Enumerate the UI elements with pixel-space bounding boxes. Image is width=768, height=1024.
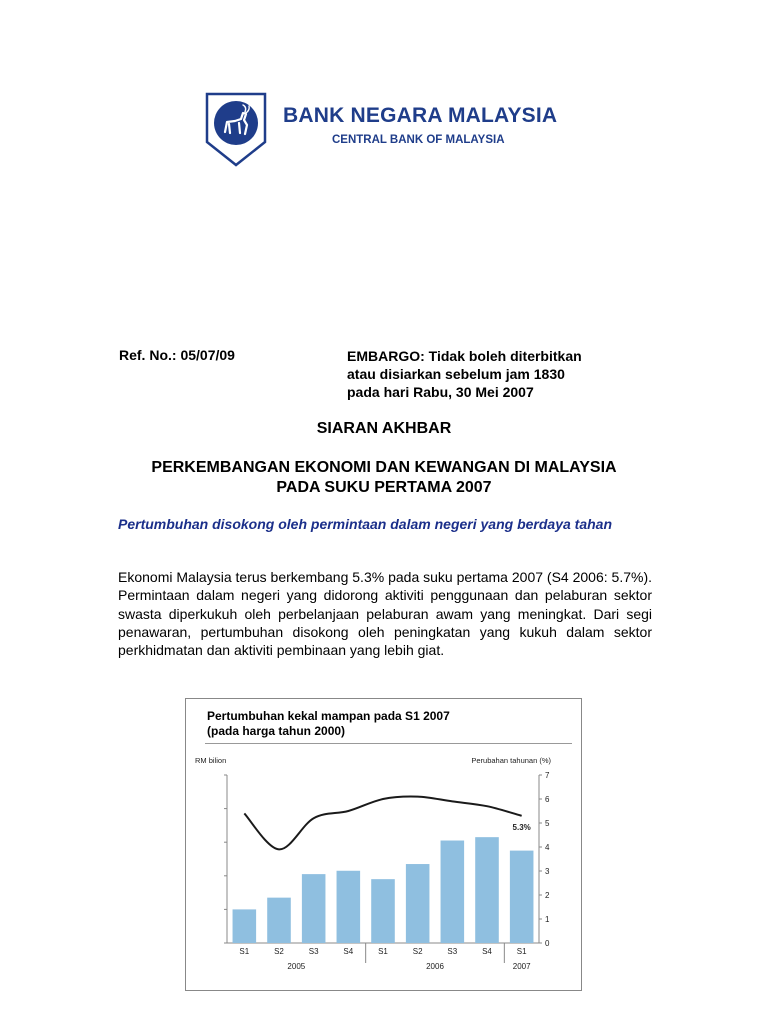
- year-label: 2006: [426, 962, 444, 971]
- embargo-line: atau disiarkan sebelum jam 1830: [347, 366, 565, 382]
- x-tick-label: S4: [482, 947, 492, 956]
- bnm-logo-icon: [205, 92, 267, 167]
- embargo-notice: [347, 347, 582, 401]
- chart-bar: [441, 841, 465, 943]
- right-axis-label: Perubahan tahunan (%): [471, 756, 551, 765]
- chart-bar: [475, 837, 499, 943]
- chart-bar: [510, 851, 534, 943]
- x-tick-label: S1: [378, 947, 388, 956]
- reference-number: Ref. No.: 05/07/09: [119, 347, 235, 363]
- right-tick-label: 1: [545, 915, 550, 924]
- x-tick-label: S4: [343, 947, 354, 956]
- x-tick-label: S3: [447, 947, 458, 956]
- x-tick-label: S1: [516, 947, 527, 956]
- left-axis-label: RM bilion: [195, 756, 227, 765]
- title-line: PADA SUKU PERTAMA 2007: [276, 479, 492, 496]
- right-tick-label: 6: [545, 795, 550, 804]
- chart-bar: [302, 874, 326, 943]
- x-tick-label: S2: [274, 947, 284, 956]
- body-paragraph: Ekonomi Malaysia terus berkembang 5.3% pada suku pertama 2007 (S4 2006: 5.7%). Permintaan dalam negeri yang didorong aktiviti penggunaan dan pelaburan sektor swasta diperkukuh oleh perbelanjaan pelaburan awam yang meningkat. Dari segi penawaran, pertumbuhan disokong oleh peningkatan yang kukuh dalam sektor perkhidmatan dan aktiviti pembinaan yang lebih giat.: [118, 569, 652, 659]
- chart-bar: [267, 898, 291, 943]
- embargo-line: pada hari Rabu, 30 Mei 2007: [347, 384, 534, 400]
- bank-subtitle: CENTRAL BANK OF MALAYSIA: [332, 134, 505, 146]
- growth-annotation: 5.3%: [512, 822, 531, 832]
- chart-bar: [406, 864, 430, 943]
- right-tick-label: 5: [545, 819, 550, 828]
- title-line: PERKEMBANGAN EKONOMI DAN KEWANGAN DI MALAYSIA: [151, 459, 617, 476]
- right-tick-label: 4: [545, 843, 550, 852]
- right-tick-label: 0: [545, 939, 550, 948]
- gdp-growth-chart: [185, 698, 580, 990]
- x-tick-label: S1: [239, 947, 250, 956]
- chart-bar: [233, 909, 257, 943]
- chart-bar: [337, 871, 361, 943]
- document-title: [0, 458, 768, 498]
- right-tick-label: 2: [545, 891, 550, 900]
- bank-name: BANK NEGARA MALAYSIA: [283, 104, 558, 127]
- right-tick-label: 3: [545, 867, 550, 876]
- chart-title-line: (pada harga tahun 2000): [207, 723, 346, 738]
- press-release-heading: SIARAN AKHBAR: [316, 420, 452, 437]
- section-subheading: Pertumbuhan disokong oleh permintaan dalam negeri yang berdaya tahan: [118, 516, 612, 532]
- year-label: 2005: [287, 962, 306, 971]
- x-tick-label: S3: [308, 947, 319, 956]
- x-tick-label: S2: [412, 947, 423, 956]
- embargo-line: EMBARGO: Tidak boleh diterbitkan: [347, 348, 582, 364]
- chart-bar: [371, 879, 395, 943]
- year-label: 2007: [512, 962, 531, 971]
- right-tick-label: 7: [545, 771, 550, 780]
- chart-title-line: Pertumbuhan kekal mampan pada S1 2007: [207, 709, 450, 723]
